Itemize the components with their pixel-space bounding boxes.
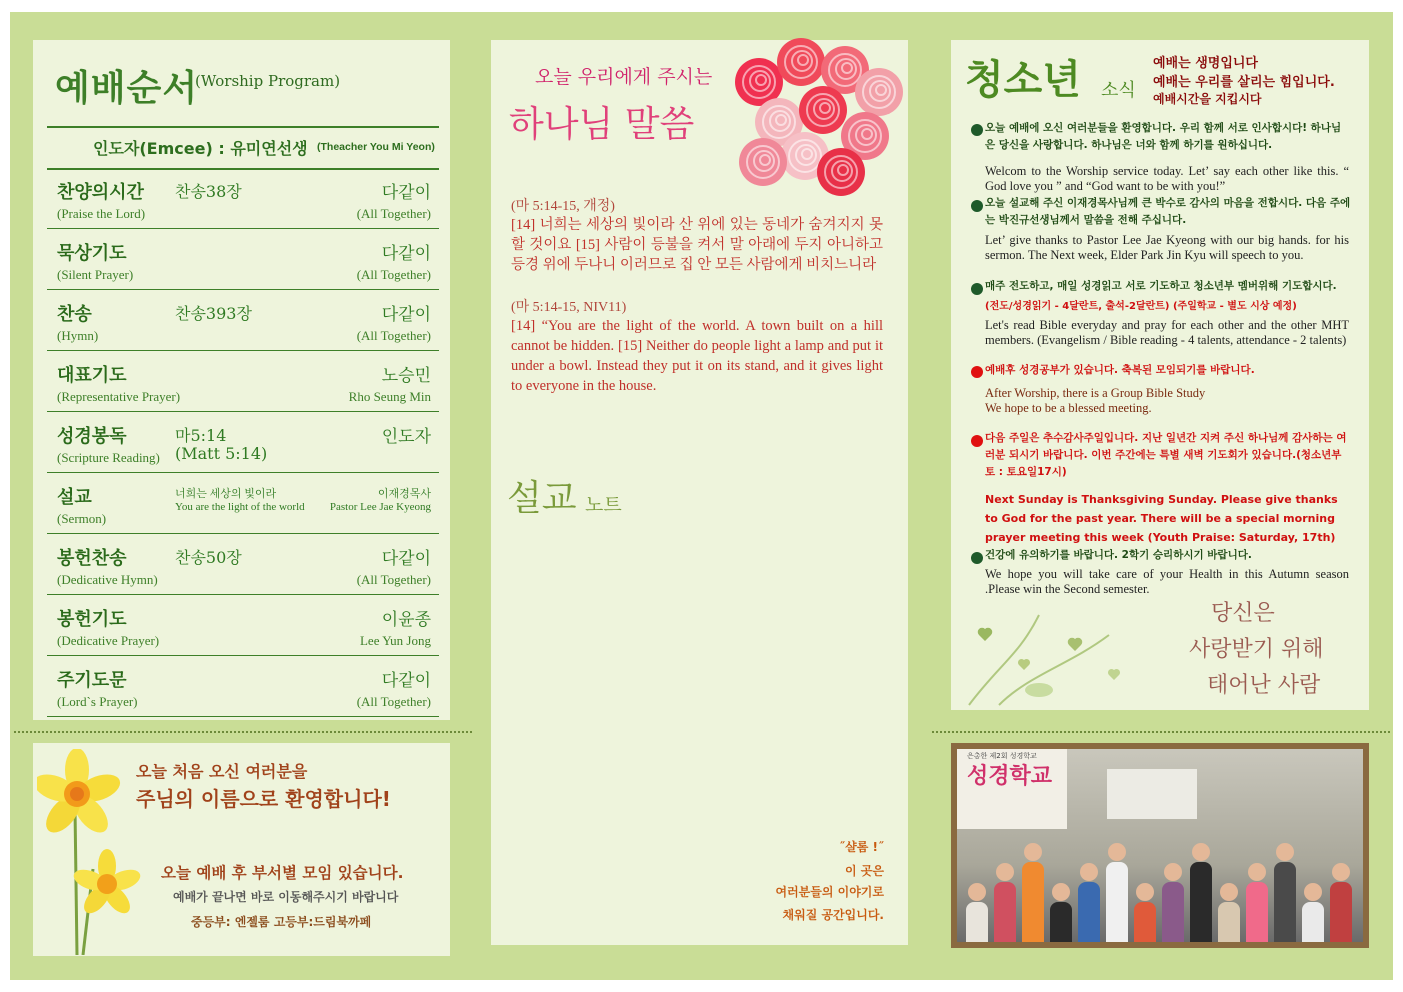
program-item-detail: 찬송38장 bbox=[175, 182, 242, 201]
person-head bbox=[1108, 843, 1126, 861]
program-item-english: (Scripture Reading) bbox=[57, 450, 160, 465]
welcome-panel bbox=[33, 743, 450, 956]
news-item-1-english: Welcom to the Worship service today. Let’ say each other like this. “ God love you ” and “God want to be with you!” bbox=[985, 164, 1349, 193]
person-head bbox=[1304, 883, 1322, 901]
person-figure bbox=[1022, 862, 1044, 942]
news-item-6-english: We hope you will take care of your Health in this Autumn season .Please win the Second semester. bbox=[985, 567, 1349, 596]
program-item-leader-english: (All Together) bbox=[356, 572, 431, 587]
program-item-name: 대표기도 bbox=[57, 365, 127, 386]
program-row-representative-prayer bbox=[47, 351, 439, 412]
person-figure bbox=[1050, 902, 1072, 942]
motto-line-1: 예배는 생명입니다 bbox=[1153, 56, 1258, 71]
preacher-korean: 이재경목사 bbox=[377, 488, 431, 500]
program-item-english: (Dedicative Hymn) bbox=[57, 572, 158, 587]
word-subtitle: 오늘 우리에게 주시는 bbox=[535, 66, 713, 88]
group-meeting-instruction: 예배가 끝나면 바로 이동해주시기 바랍니다 bbox=[173, 890, 399, 904]
shalom-line-3: 여러분들의 이야기로 bbox=[775, 885, 884, 899]
news-item-4-korean: 예배후 성경공부가 있습니다. 축복된 모임되기를 바랍니다. bbox=[985, 364, 1255, 376]
person-figure bbox=[1078, 882, 1100, 942]
program-item-english: (Dedicative Prayer) bbox=[57, 633, 160, 648]
word-title: 하나님 말씀 bbox=[509, 104, 695, 145]
bullet-icon bbox=[971, 435, 983, 447]
program-item-detail: 마5:14 bbox=[175, 426, 227, 445]
program-item-leader-english: (All Together) bbox=[356, 267, 431, 282]
news-item-4-english-1: After Worship, there is a Group Bible Study bbox=[985, 386, 1206, 400]
program-item-leader-english: Lee Yun Jong bbox=[359, 633, 431, 648]
person-head bbox=[1248, 863, 1266, 881]
news-item-4-english-2: We hope to be a blessed meeting. bbox=[985, 401, 1152, 415]
news-item-3-talents: (전도/성경읽기 - 4달란트, 출석-2달란트) (주일학교 - 별도 시상 예정) bbox=[985, 301, 1297, 312]
program-item-detail: 찬송393장 bbox=[175, 304, 252, 323]
news-item-2-english: Let’ give thanks to Pastor Lee Jae Kyeong with our big hands. for his sermon. The Next week, Elder Park Jin Kyu will speech to you. bbox=[985, 233, 1349, 262]
person-figure bbox=[966, 902, 988, 942]
news-item-5-korean: 다음 주일은 추수감사주일입니다. 지난 일년간 지켜 주신 하나님께 감사하는 여러분 되시기 바랍니다. 이번 주간에는 특별 새벽 기도회가 있습니다.(청소년부 토 : 토요일17시) bbox=[985, 432, 1347, 478]
person-figure bbox=[1218, 902, 1240, 942]
banner-caption: 은총한 제2회 성경학교 bbox=[967, 752, 1037, 760]
news-item-1-korean: 오늘 예배에 오신 여러분들을 환영합니다. 우리 함께 서로 인사합시다! 하나님은 당신을 사랑합니다. 하나님은 너와 함께 하기를 원하십니다. bbox=[985, 122, 1342, 151]
program-row-silent-prayer bbox=[47, 229, 439, 290]
preacher-english: Pastor Lee Jae Kyeong bbox=[329, 501, 431, 513]
shalom-line-4: 채워질 공간입니다. bbox=[782, 908, 884, 922]
verse-reference-korean: (마 5:14-15, 개정) bbox=[511, 199, 615, 214]
news-item-3-korean: 매주 전도하고, 매일 성경읽고 서로 기도하고 청소년부 멤버위해 기도합시다. bbox=[985, 280, 1337, 292]
welcome-line-1: 오늘 처음 오신 여러분을 bbox=[136, 762, 308, 781]
verse-text-english: [14] “You are the light of the world. A town built on a hill cannot be hidden. [15] Neither do people light a lamp and put it under a bowl. Instead they put it on its stand, and it gives light to everyone in the house. bbox=[511, 318, 883, 394]
program-item-name: 설교 bbox=[57, 487, 92, 508]
program-item-name: 찬송 bbox=[57, 304, 92, 325]
news-item-6-korean: 건강에 유의하기를 바랍니다. 2학기 승리하시기 바랍니다. bbox=[985, 549, 1252, 561]
worship-title: 예배순서 bbox=[55, 68, 199, 109]
love-line-3: 태어난 사람 bbox=[1207, 673, 1321, 698]
sermon-note-subtitle: 노트 bbox=[585, 494, 622, 516]
program-item-name: 묵상기도 bbox=[57, 243, 127, 264]
person-head bbox=[1164, 863, 1182, 881]
person-figure bbox=[1302, 902, 1324, 942]
person-figure bbox=[1190, 862, 1212, 942]
program-item-english: (Silent Prayer) bbox=[57, 267, 134, 282]
person-figure bbox=[1330, 882, 1352, 942]
program-item-english: (Representative Prayer) bbox=[57, 389, 181, 404]
person-head bbox=[1220, 883, 1238, 901]
emcee-row bbox=[47, 126, 439, 170]
program-row-hymn bbox=[47, 290, 439, 351]
program-item-leader: 이윤종 bbox=[381, 610, 431, 630]
word-panel bbox=[491, 40, 908, 945]
sermon-title-english: You are the light of the world bbox=[175, 501, 305, 513]
news-item-5-english: Next Sunday is Thanksgiving Sunday. Please give thanks to God for the past year. There will be a special morning prayer meeting this week (Youth Praise: Saturday, 17th) bbox=[985, 493, 1338, 544]
emcee-label: 인도자(Emcee) : 유미연선생 bbox=[93, 139, 308, 158]
program-item-english: (Lord`s Prayer) bbox=[57, 694, 138, 709]
program-item-name: 봉헌기도 bbox=[57, 609, 127, 630]
shalom-line-2: 이 곳은 bbox=[845, 864, 884, 878]
program-row-sermon bbox=[47, 473, 439, 534]
person-figure bbox=[994, 882, 1016, 942]
program-item-leader-english: (All Together) bbox=[356, 206, 431, 221]
news-item-3-english: Let's read Bible everyday and pray for each other and the other MHT members. (Evangelism / Bible reading - 4 talents, attendance - 2 talents) bbox=[985, 318, 1349, 347]
program-item-leader: 다같이 bbox=[381, 244, 431, 264]
person-head bbox=[1192, 843, 1210, 861]
program-item-leader: 다같이 bbox=[381, 671, 431, 691]
person-head bbox=[1024, 843, 1042, 861]
roses-illustration bbox=[719, 32, 905, 202]
program-item-name: 찬양의시간 bbox=[57, 182, 144, 203]
person-figure bbox=[1246, 882, 1268, 942]
vine-hearts-illustration bbox=[959, 595, 1149, 710]
program-item-detail-english: (Matt 5:14) bbox=[175, 444, 268, 463]
divider-left bbox=[14, 731, 472, 733]
program-item-name: 봉헌찬송 bbox=[57, 548, 127, 569]
program-item-leader: 노승민 bbox=[381, 366, 431, 386]
group-meeting-notice: 오늘 예배 후 부서별 모임 있습니다. bbox=[161, 864, 404, 882]
program-row-praise bbox=[47, 168, 439, 229]
people-illustration bbox=[957, 789, 1363, 942]
person-figure bbox=[1274, 862, 1296, 942]
person-head bbox=[1276, 843, 1294, 861]
program-item-detail: 찬송50장 bbox=[175, 548, 242, 567]
person-head bbox=[1136, 883, 1154, 901]
program-row-scripture bbox=[47, 412, 439, 473]
program-item-leader: 다같이 bbox=[381, 549, 431, 569]
program-item-english: (Praise the Lord) bbox=[57, 206, 146, 221]
banner-title: 성경학교 bbox=[967, 764, 1053, 789]
person-head bbox=[968, 883, 986, 901]
verse-text-korean: [14] 너희는 세상의 빛이라 산 위에 있는 동네가 숨겨지지 못할 것이요 [15] 사람이 등불을 켜서 말 아래에 두지 아니하고 등경 위에 두나니 이러므로 집 안 모든 사람에게 비치느니라 bbox=[511, 217, 883, 273]
sermon-title-korean: 너희는 세상의 빛이라 bbox=[175, 488, 277, 500]
shalom-line-1: ˝샬롬 !˝ bbox=[839, 840, 884, 854]
bullet-icon bbox=[971, 366, 983, 378]
person-head bbox=[1332, 863, 1350, 881]
welcome-line-2: 주님의 이름으로 환영합니다! bbox=[136, 787, 391, 811]
program-item-leader: 다같이 bbox=[381, 183, 431, 203]
person-figure bbox=[1134, 902, 1156, 942]
program-item-english: (Sermon) bbox=[57, 511, 107, 526]
worship-subtitle: (Worship Program) bbox=[195, 72, 341, 90]
program-item-leader: 다같이 bbox=[381, 305, 431, 325]
person-head bbox=[1052, 883, 1070, 901]
program-item-leader: 인도자 bbox=[381, 427, 431, 447]
worship-program-panel bbox=[33, 40, 450, 720]
news-item-2-korean: 오늘 설교해 주신 이재경목사님께 큰 박수로 감사의 마음을 전합시다. 다음 주에는 박진규선생님께서 말씀을 전해 주십니다. bbox=[985, 197, 1351, 226]
motto-line-2: 예배는 우리를 살리는 힘입니다. bbox=[1153, 75, 1335, 90]
program-row-dedicative-hymn bbox=[47, 534, 439, 595]
group-meeting-rooms: 중등부: 엔젤룸 고등부:드림북까페 bbox=[191, 915, 372, 929]
person-figure bbox=[1106, 862, 1128, 942]
bullet-icon bbox=[971, 124, 983, 136]
verse-reference-english: (마 5:14-15, NIV11) bbox=[511, 300, 627, 315]
sermon-note-title: 설교 bbox=[507, 478, 577, 519]
group-photo-frame bbox=[951, 743, 1369, 948]
news-title: 청소년 bbox=[965, 57, 1081, 103]
bullet-icon bbox=[971, 552, 983, 564]
person-head bbox=[996, 863, 1014, 881]
program-item-name: 성경봉독 bbox=[57, 426, 127, 447]
person-figure bbox=[1162, 882, 1184, 942]
news-subtitle: 소식 bbox=[1101, 80, 1136, 101]
person-head bbox=[1080, 863, 1098, 881]
program-item-leader-english: (All Together) bbox=[356, 328, 431, 343]
program-row-lords-prayer bbox=[47, 656, 439, 717]
program-item-leader-english: Rho Seung Min bbox=[348, 389, 431, 404]
bullet-icon bbox=[971, 200, 983, 212]
program-item-name: 주기도문 bbox=[57, 670, 127, 691]
bullet-icon bbox=[971, 283, 983, 295]
program-item-english: (Hymn) bbox=[57, 328, 99, 343]
youth-news-panel bbox=[951, 40, 1369, 710]
emcee-english: (Theacher You Mi Yeon) bbox=[317, 141, 435, 153]
love-line-2: 사랑받기 위해 bbox=[1189, 637, 1324, 662]
divider-right bbox=[932, 731, 1390, 733]
group-photo bbox=[957, 749, 1363, 942]
motto-line-3: 예배시간을 지킵시다 bbox=[1153, 92, 1262, 106]
program-item-leader-english: (All Together) bbox=[356, 694, 431, 709]
program-row-dedicative-prayer bbox=[47, 595, 439, 656]
love-line-1: 당신은 bbox=[1211, 601, 1275, 626]
